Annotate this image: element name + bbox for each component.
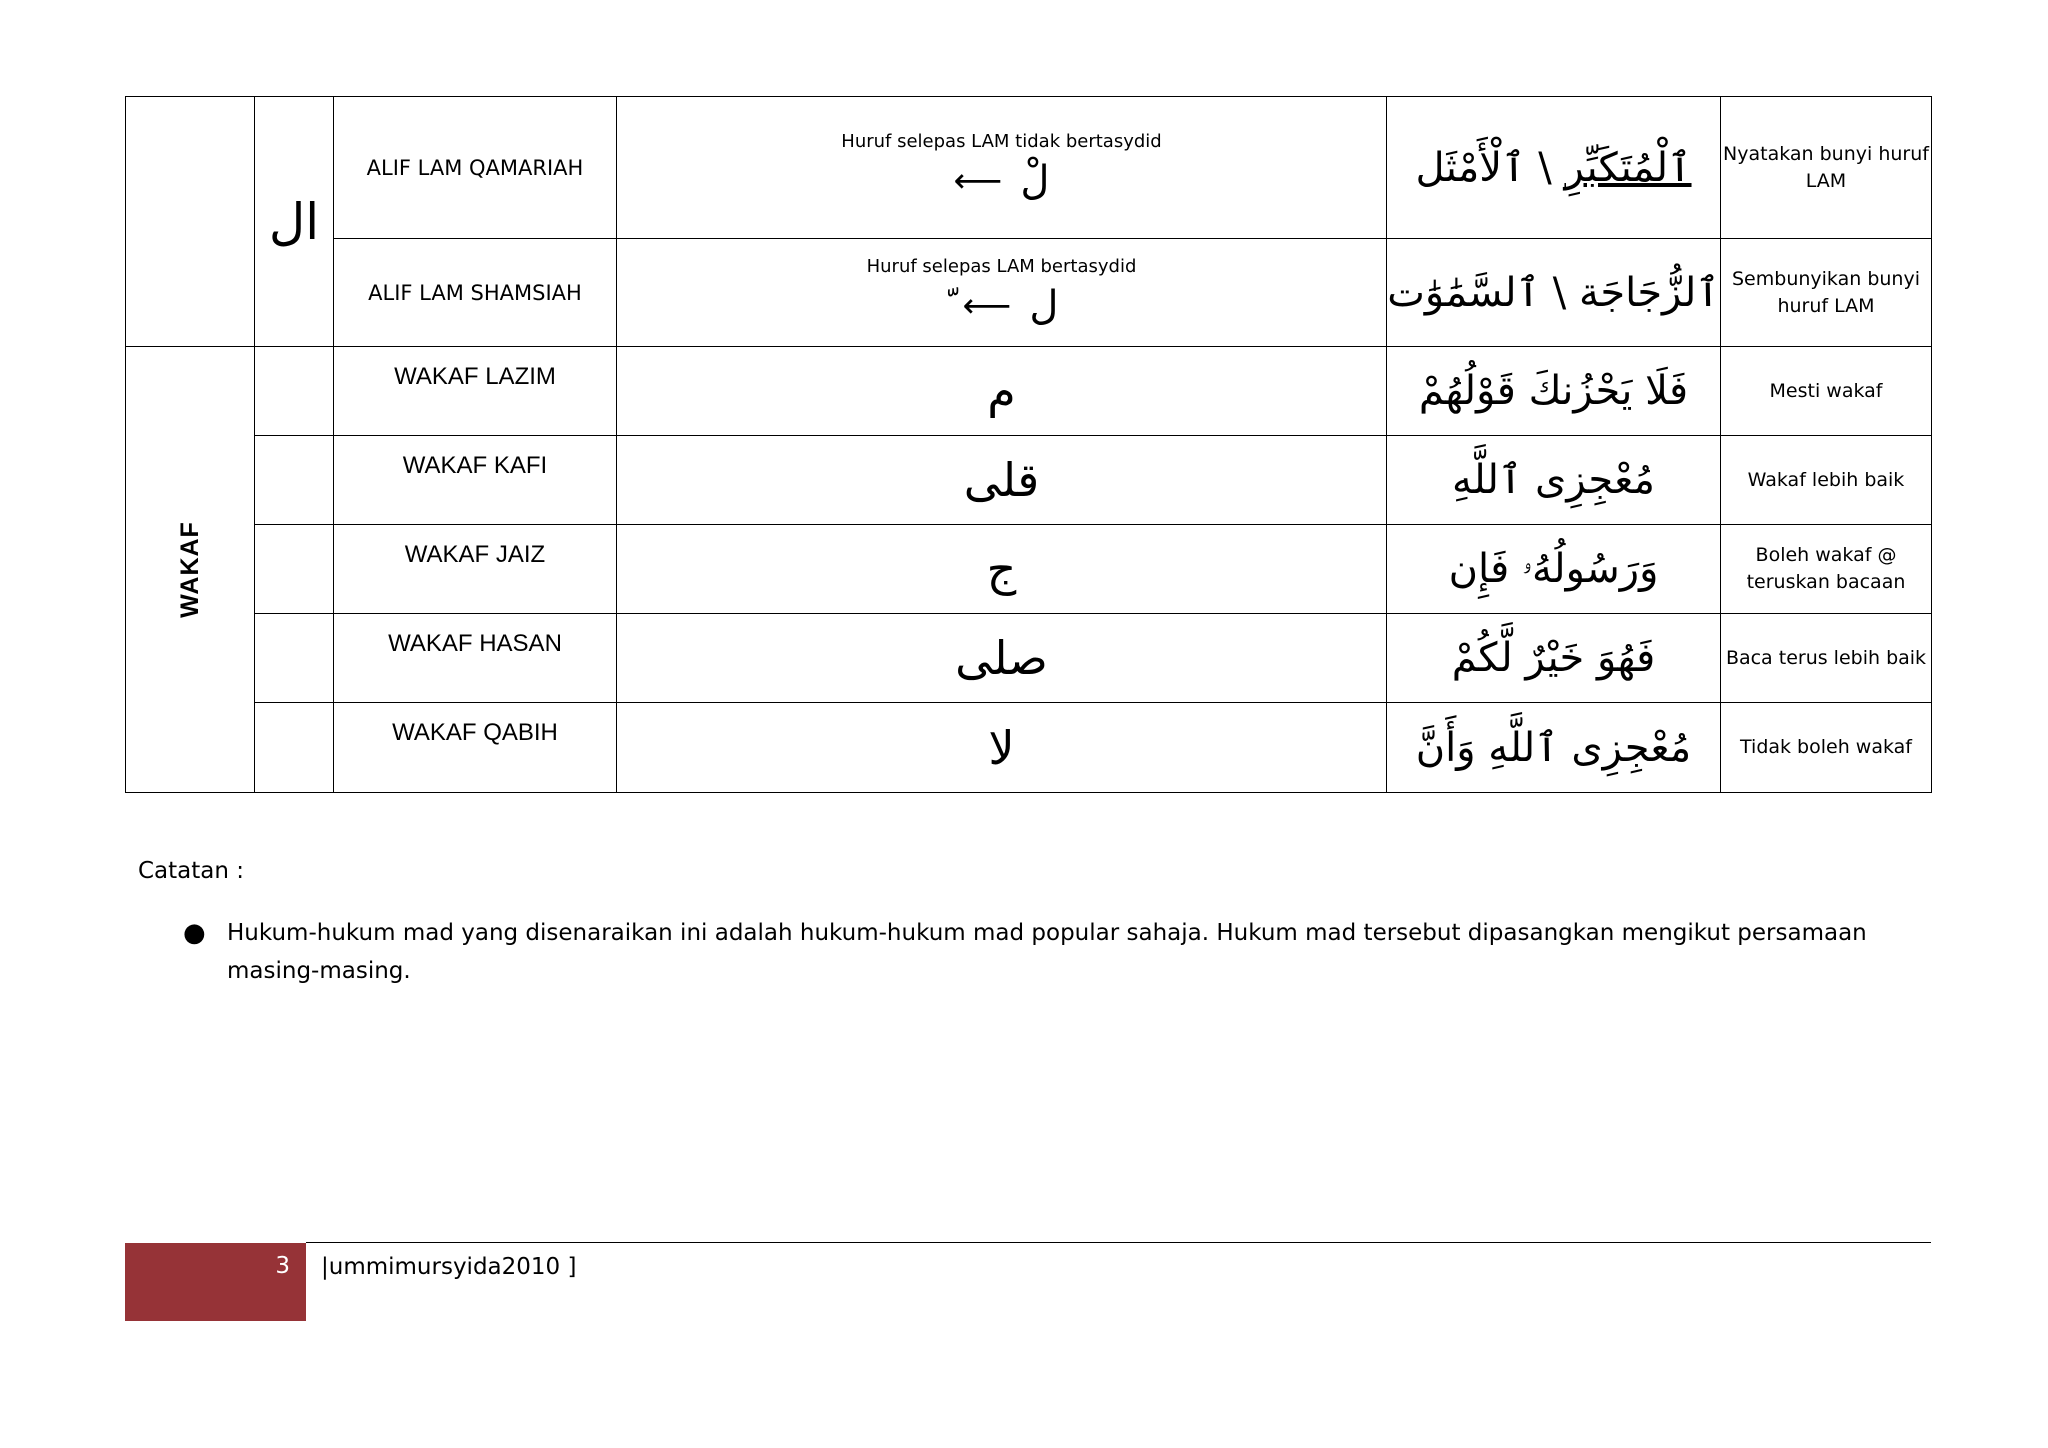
description: Baca terus lebih baik <box>1725 646 1927 669</box>
rule-name-cell <box>334 436 617 525</box>
description: Tidak boleh wakaf <box>1740 736 1912 758</box>
example-cell <box>1387 614 1721 703</box>
description: Nyatakan bunyi huruf LAM <box>1723 142 1929 192</box>
row-wakaf-kafi <box>126 436 1932 525</box>
empty-cell <box>255 525 334 614</box>
symbol-cell <box>617 525 1387 614</box>
symbol-cell <box>617 347 1387 436</box>
rule-name: ALIF LAM QAMARIAH <box>366 155 584 180</box>
description-cell <box>1721 436 1932 525</box>
example-text: وَرَسُولُهُۥ فَإِن <box>1448 546 1659 592</box>
row-wakaf-qabih <box>126 703 1932 793</box>
rule-name: WAKAF HASAN <box>388 630 562 657</box>
example-text: مُعْجِزِى ٱللَّهِ <box>1452 457 1655 503</box>
description-cell <box>1721 347 1932 436</box>
alif-lam-symbol: ال <box>268 192 320 251</box>
symbol-cell <box>617 703 1387 793</box>
description-cell <box>1721 703 1932 793</box>
arrow-left-icon: ⟵ <box>953 161 1003 201</box>
example-a: ٱلزُّجَاجَة <box>1578 269 1720 316</box>
example-text <box>1387 270 1719 316</box>
note-text: Hukum-hukum mad yang disenaraikan ini adalah hukum-hukum mad popular sahaja. Hukum mad tersebut dipasangkan mengikut persamaan masing-masing. <box>227 920 1867 984</box>
arrow-left-icon: ⟵ <box>962 286 1012 326</box>
symbol-cell <box>617 239 1387 347</box>
rule-name: WAKAF LAZIM <box>394 363 556 390</box>
page-number: 3 <box>275 1253 290 1279</box>
rule-name-cell <box>334 525 617 614</box>
wakaf-category-label: WAKAF <box>175 521 204 618</box>
rule-name: WAKAF JAIZ <box>404 541 546 568</box>
rule-name-cell <box>334 239 617 347</box>
symbol-figure <box>617 158 1386 204</box>
alif-lam-symbol-cell <box>255 97 334 347</box>
rule-name: WAKAF KAFI <box>402 452 548 479</box>
row-wakaf-lazim <box>126 347 1932 436</box>
description: Wakaf lebih baik <box>1747 468 1905 491</box>
row-alif-lam-qamariah <box>126 97 1932 239</box>
rule-name-cell <box>334 347 617 436</box>
description-cell <box>1721 525 1932 614</box>
description-cell <box>1721 97 1932 239</box>
description: Mesti wakaf <box>1769 379 1883 402</box>
example-separator: \ <box>1538 144 1552 191</box>
example-a: ٱلْمُتَكَبِّرِ <box>1564 144 1692 191</box>
wakaf-category-cell <box>126 347 255 793</box>
wakaf-symbol: قلى <box>963 453 1040 507</box>
empty-cell <box>255 614 334 703</box>
empty-cell <box>255 436 334 525</box>
footer-divider <box>306 1242 1931 1243</box>
empty-cell <box>255 347 334 436</box>
bullet-icon: ● <box>183 918 206 948</box>
example-b: ٱلسَّمَٰوَٰت <box>1387 269 1541 316</box>
wakaf-symbol: ج <box>986 542 1017 596</box>
footer-text: |ummimursyida2010 ] <box>321 1254 577 1280</box>
rule-name-cell <box>334 703 617 793</box>
example-cell <box>1387 436 1721 525</box>
row-alif-lam-shamsiah <box>126 239 1932 347</box>
row-wakaf-hasan <box>126 614 1932 703</box>
example-text: فَهُوَ خَيْرٌ لَّكُمْ <box>1451 635 1656 681</box>
rule-name-cell <box>334 614 617 703</box>
notes-heading: Catatan : <box>138 858 245 884</box>
example-text: فَلَا يَحْزُنكَ قَوْلُهُمْ <box>1418 368 1689 414</box>
symbol-caption: Huruf selepas LAM bertasydid <box>866 256 1137 277</box>
lam-sukun-symbol: لْ <box>1020 158 1050 204</box>
lam-symbol: ل <box>1029 283 1059 329</box>
example-cell <box>1387 347 1721 436</box>
description-cell <box>1721 239 1932 347</box>
example-text: مُعْجِزِى ٱللَّهِ وَأَنَّ <box>1415 724 1692 771</box>
wakaf-symbol: لا <box>988 720 1015 775</box>
empty-cell <box>255 703 334 793</box>
example-cell <box>1387 97 1721 239</box>
notes-list <box>175 914 1875 990</box>
wakaf-symbol: م <box>987 364 1016 418</box>
example-cell <box>1387 525 1721 614</box>
empty-category-cell <box>126 97 255 347</box>
list-item <box>175 914 1875 990</box>
tajwid-table <box>125 96 1932 793</box>
rule-name: ALIF LAM SHAMSIAH <box>368 280 582 305</box>
rule-name: WAKAF QABIH <box>392 719 558 746</box>
example-cell <box>1387 239 1721 347</box>
symbol-caption: Huruf selepas LAM tidak bertasydid <box>841 131 1162 152</box>
description: Boleh wakaf @ teruskan bacaan <box>1746 544 1906 593</box>
row-wakaf-jaiz <box>126 525 1932 614</box>
symbol-cell <box>617 97 1387 239</box>
example-b: ٱلْأَمْثَل <box>1415 144 1526 191</box>
symbol-figure <box>617 283 1386 329</box>
example-separator: \ <box>1552 269 1567 316</box>
wakaf-symbol: صلى <box>955 631 1048 685</box>
symbol-cell <box>617 614 1387 703</box>
symbol-cell <box>617 436 1387 525</box>
description: Sembunyikan bunyi huruf LAM <box>1732 267 1920 317</box>
example-cell <box>1387 703 1721 793</box>
rule-name-cell <box>334 97 617 239</box>
description-cell <box>1721 614 1932 703</box>
example-text <box>1415 145 1691 191</box>
footer-page-block <box>125 1243 306 1321</box>
